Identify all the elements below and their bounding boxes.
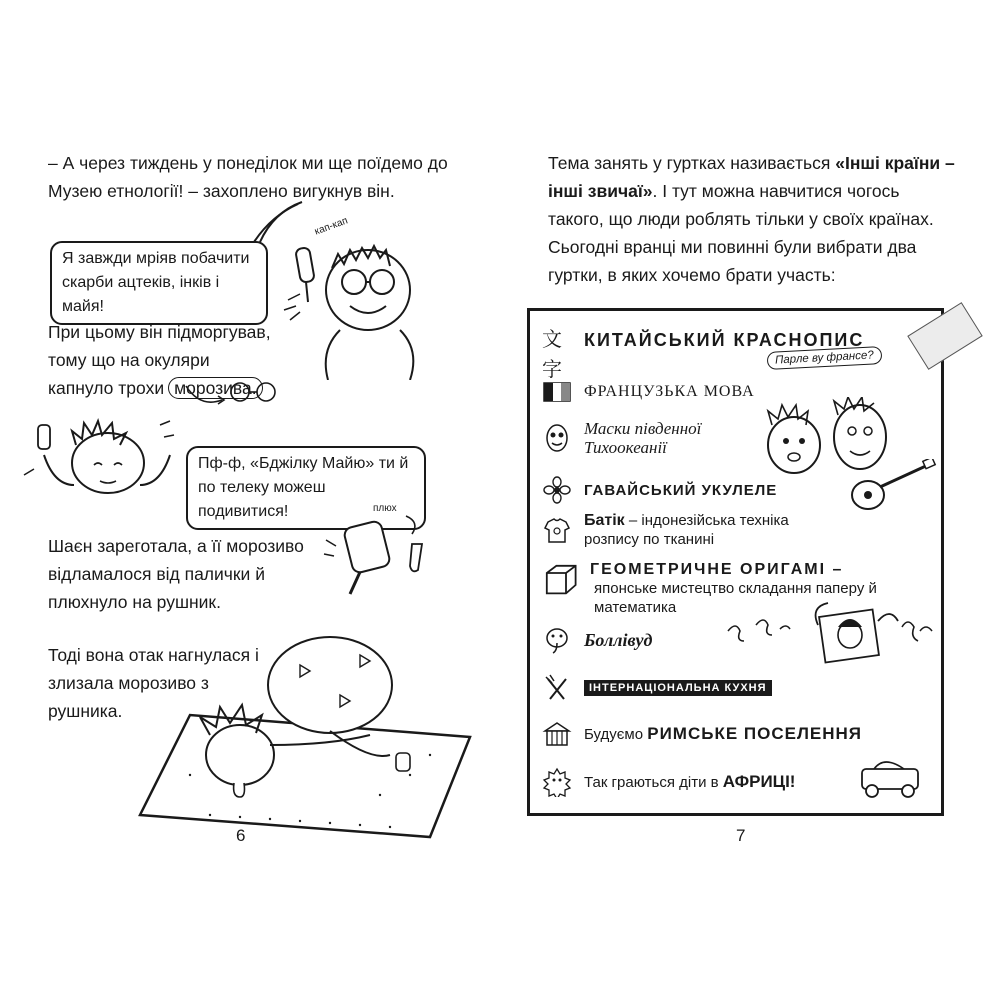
paragraph-1: – А через тиждень у понеділок ми ще поїдемо до Музею етнології! – захоплено вигукнув він.	[48, 153, 448, 201]
club-title: ГЕОМЕТРИЧНЕ ОРИГАМІ –	[590, 561, 844, 578]
club-title: ІНТЕРНАЦІОНАЛЬНА КУХНЯ	[584, 680, 772, 696]
elephant-mask-icon	[542, 625, 572, 655]
girl-with-ice-cream-illustration	[20, 415, 180, 515]
club-row-bollywood	[542, 625, 652, 655]
club-title: КИТАЙСЬКИЙ КРАСНОПИС	[584, 329, 865, 350]
page-number-left: 6	[236, 826, 246, 845]
cube-icon	[542, 561, 578, 597]
toy-car-illustration	[856, 753, 926, 801]
bollywood-dancer-illustration	[722, 601, 942, 671]
club-row-africa	[542, 767, 795, 797]
club-list-board	[527, 308, 944, 816]
roman-prefix: Будуємо	[584, 726, 648, 743]
girl-on-towel-illustration	[130, 625, 500, 845]
africa-prefix: Так граються діти в	[584, 774, 723, 791]
fork-knife-icon	[542, 673, 572, 703]
club-row-roman	[542, 719, 862, 749]
club-title: ФРАНЦУЗЬКА МОВА	[584, 383, 755, 400]
paragraph-2-text: При цьому він підморгував, тому що на окуляри капнуло трохи	[48, 322, 271, 398]
drip-arrow-and-glasses-illustration	[180, 380, 290, 420]
ukulele-illustration	[848, 459, 938, 515]
splash-sound-label: плюх	[373, 503, 397, 514]
speech-bubble-aztecs: Я завжди мріяв побачити скарби ацтеків, інків і майя!	[50, 241, 268, 325]
chinese-characters-icon: 文字	[542, 329, 562, 381]
roman-house-icon	[542, 719, 572, 749]
paragraph-3: Шаєн зареготала, а її морозиво відламалося від палички й плюхнуло на рушник.	[48, 536, 304, 612]
intro-paragraph	[548, 149, 958, 289]
club-row-cuisine	[542, 673, 772, 703]
club-row-batik	[542, 511, 824, 549]
broken-ice-cream-illustration	[320, 510, 440, 600]
page-number-right: 7	[736, 826, 746, 845]
roman-title: РИМСЬКЕ ПОСЕЛЕННЯ	[647, 724, 862, 743]
club-title: ГАВАЙСЬКИЙ УКУЛЕЛЕ	[584, 481, 778, 499]
parle-speech-label: Парле ву франсе?	[767, 346, 883, 370]
boy-with-glasses-illustration	[280, 230, 440, 380]
batik-rest: – індонезійська техніка розпису по тканині	[584, 512, 789, 548]
paragraph-4: Тоді вона отак нагнулася і злизала морозиво з рушника.	[48, 645, 259, 721]
africa-title: АФРИЦІ!	[722, 772, 796, 791]
club-title: Маски південної Тихоокеанії	[584, 419, 702, 457]
club-title-wrap	[584, 724, 862, 744]
french-flag-icon	[542, 377, 572, 407]
intro-text-a: Тема занять у гуртках називається	[548, 153, 836, 173]
mask-icon	[542, 423, 572, 453]
african-mask-icon	[542, 767, 572, 797]
ice-cream-word: морозива.	[168, 377, 263, 399]
club-title: Боллівуд	[584, 629, 653, 650]
flower-icon	[542, 475, 572, 505]
club-row-masks	[542, 419, 734, 457]
drip-sound-label: кап-кап	[313, 215, 350, 238]
club-description	[584, 511, 824, 549]
club-row-french	[542, 377, 755, 407]
speech-bubble-maya-bee: Пф-ф, «Бджілку Майю» ти й по телеку можеш подивитися!	[186, 446, 426, 530]
batik-title: Батік	[584, 512, 625, 529]
intro-text-b: . І тут можна навчитися чогось такого, що люди роблять тільки у своїх країнах. Сьогодні вранці ми повинні були вибрати два гуртки, в яких хочемо брати участь:	[548, 181, 934, 285]
intro-bold-title: «Інші країни – інші звичаї»	[548, 153, 955, 201]
club-description: японське мистецтво складання паперу й математика	[594, 580, 877, 616]
tshirt-icon	[542, 515, 572, 545]
club-title-wrap	[584, 772, 795, 792]
club-row-ukulele	[542, 475, 777, 505]
